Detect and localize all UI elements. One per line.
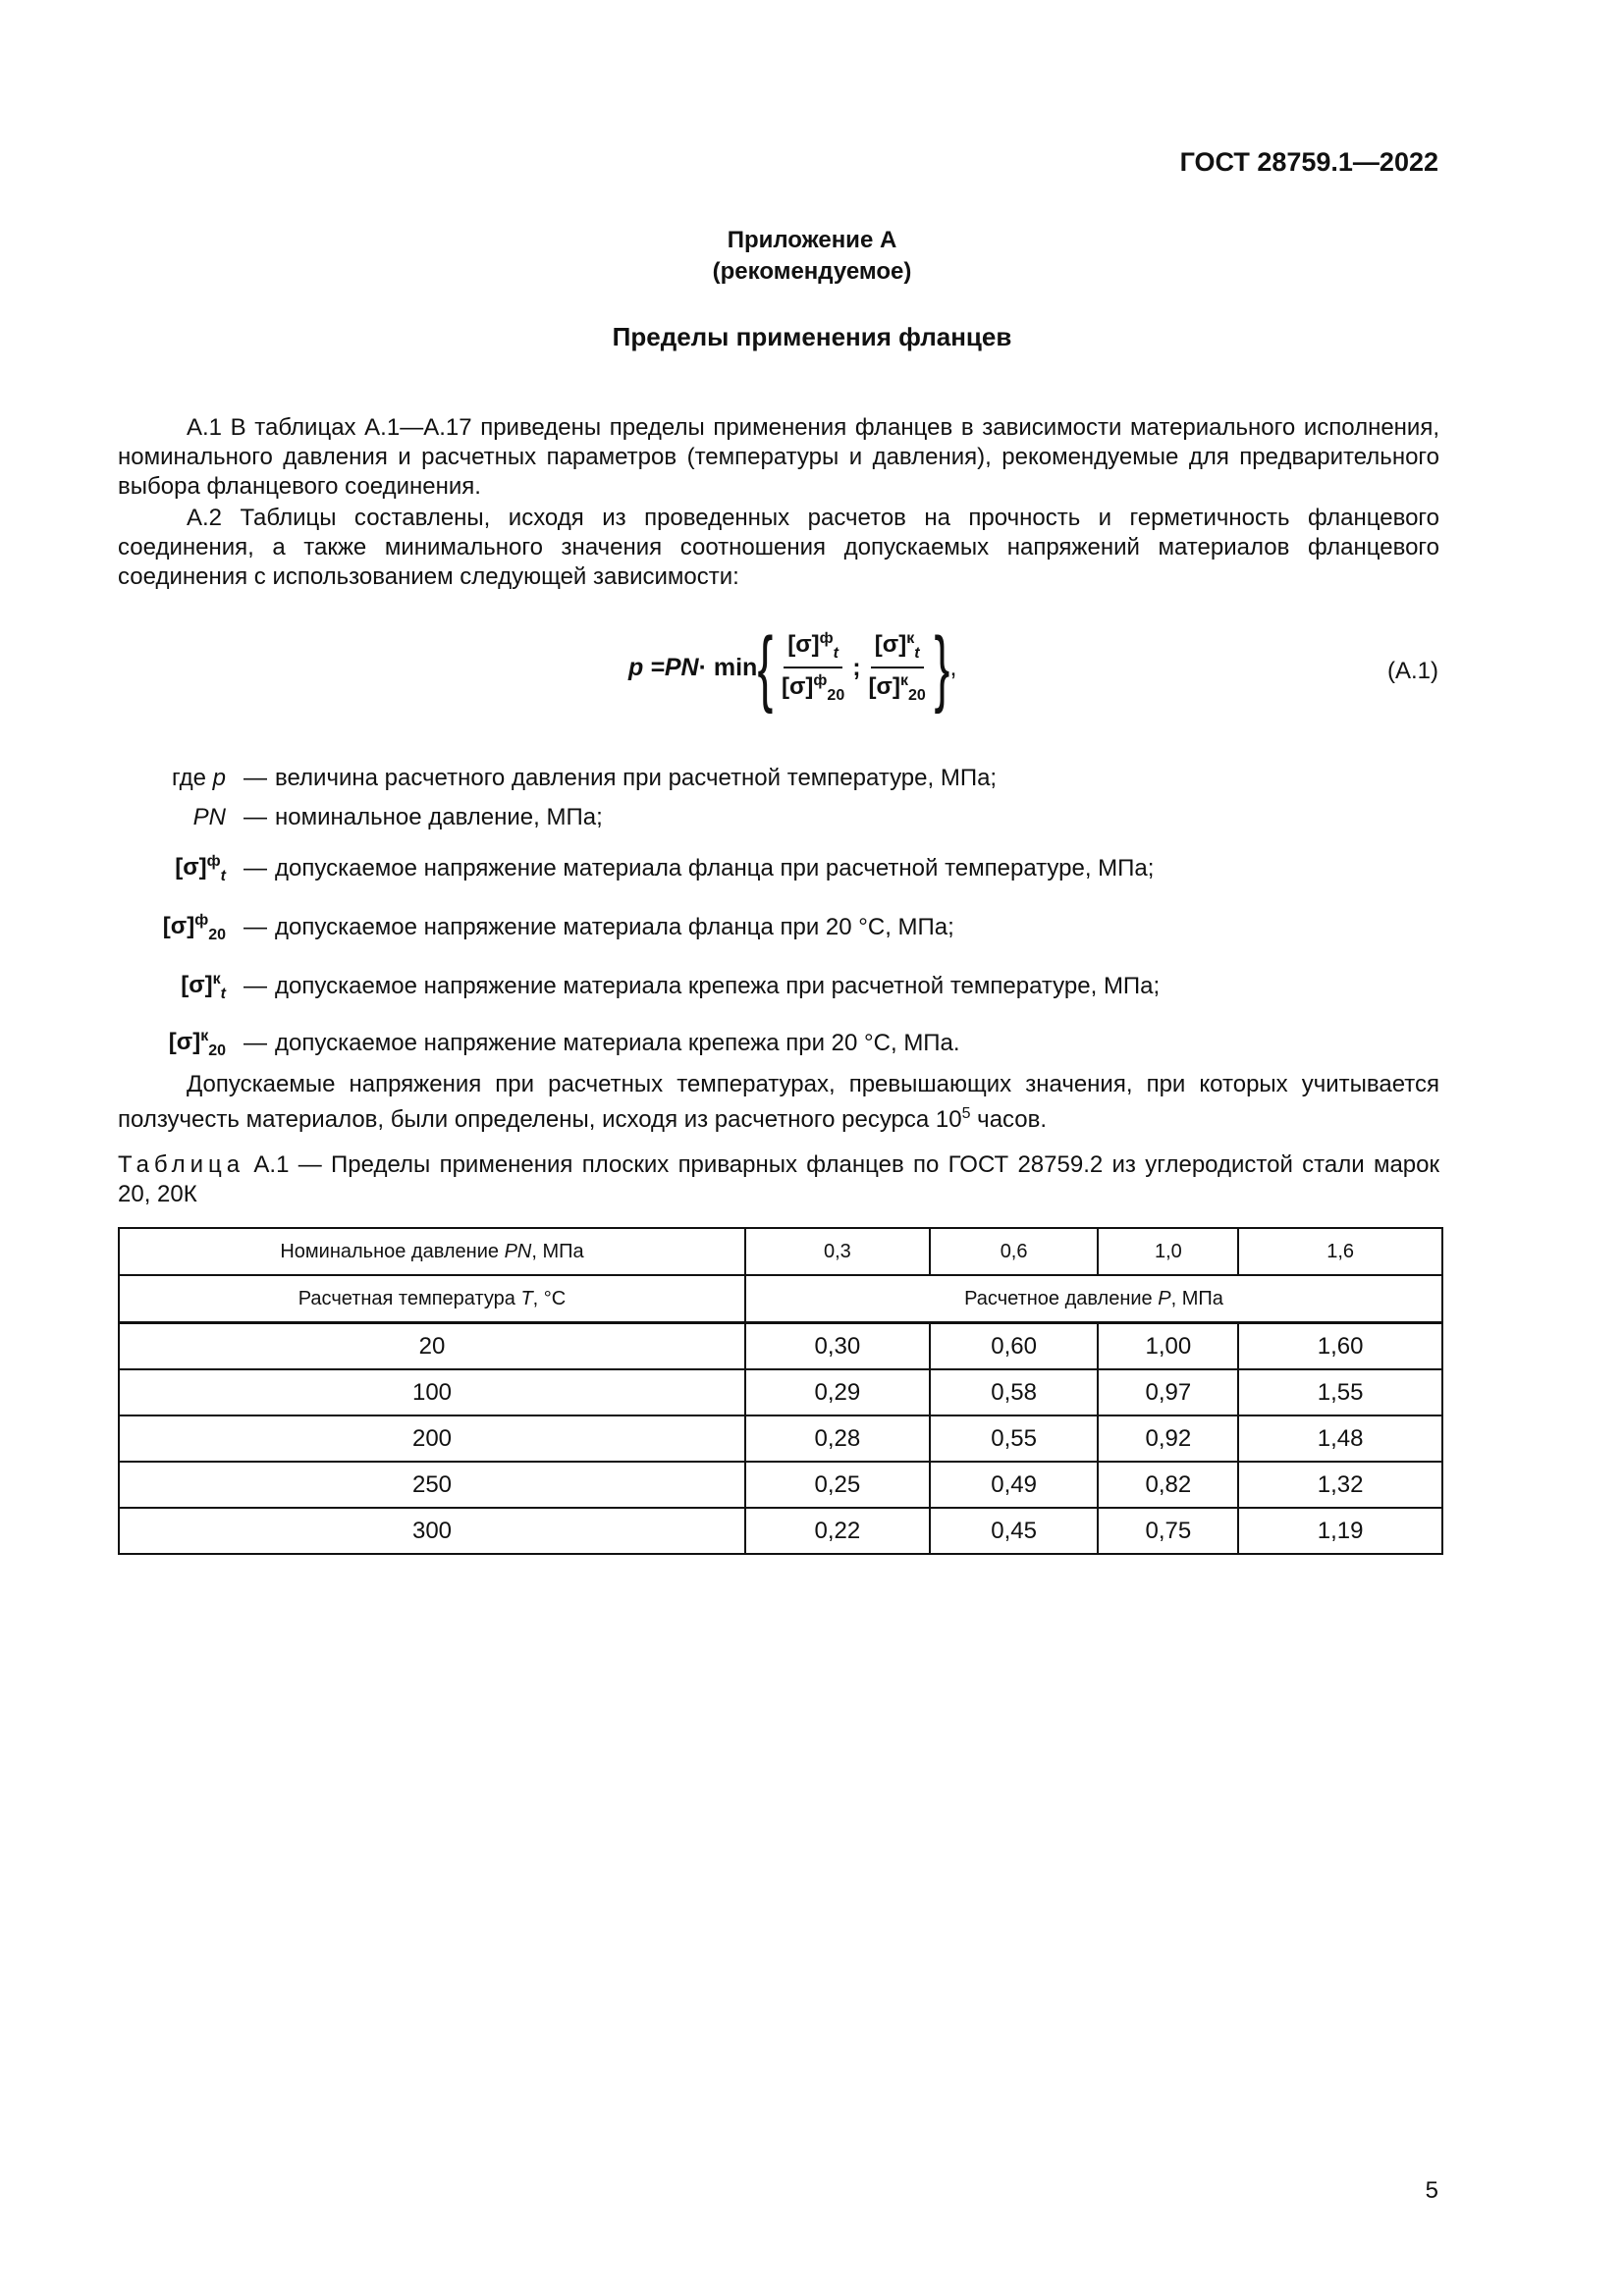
pn-value-cell: 1,6	[1238, 1228, 1442, 1275]
where-symbol: $[\sigma]^к_t$	[181, 970, 226, 1002]
pressure-cell: 0,58	[930, 1369, 1099, 1415]
pressure-cell: 0,28	[745, 1415, 930, 1462]
pressure-cell: 1,19	[1238, 1508, 1442, 1554]
annex-title: Приложение А	[727, 227, 897, 253]
where-dash: —	[244, 855, 267, 881]
table-caption-text: А.1 — Пределы применения плоских приварных фланцев по ГОСТ 28759.2 из углеродистой стали марок 20, 20К	[118, 1151, 1439, 1207]
where-description: допускаемое напряжение материала крепежа при расчетной температуре, МПа;	[275, 973, 1161, 999]
pn-value-cell: 1,0	[1098, 1228, 1238, 1275]
table-header-row	[119, 1228, 1442, 1275]
pressure-cell: 1,48	[1238, 1415, 1442, 1462]
table-row	[119, 1508, 1442, 1554]
temperature-cell: 300	[119, 1508, 745, 1554]
pressure-header-cell: Расчетное давление P, МПа	[745, 1275, 1442, 1323]
where-dash: —	[244, 1030, 267, 1056]
pressure-cell: 1,55	[1238, 1369, 1442, 1415]
document-number: ГОСТ 28759.1—2022	[1179, 147, 1438, 177]
pn-header-cell: Номинальное давление PN, МПа	[119, 1228, 745, 1275]
fraction-fastener-denominator: $[\sigma]^к_{20}$	[868, 672, 926, 704]
temperature-cell: 250	[119, 1462, 745, 1508]
where-dash: —	[244, 914, 267, 940]
fraction-flange-numerator: $[\sigma]^ф_t$	[784, 630, 842, 668]
pressure-cell: 0,29	[745, 1369, 930, 1415]
pressure-cell: 0,97	[1098, 1369, 1238, 1415]
section-title: Пределы применения фланцев	[612, 322, 1012, 351]
formula-min: · min	[698, 653, 758, 681]
where-symbol: где p	[171, 765, 226, 791]
pressure-cell: 0,75	[1098, 1508, 1238, 1554]
pressure-cell: 0,30	[745, 1323, 930, 1370]
temperature-header-cell: Расчетная температура T, °С	[119, 1275, 745, 1323]
table-row	[119, 1369, 1442, 1415]
pressure-cell: 0,92	[1098, 1415, 1238, 1462]
page-number: 5	[1425, 2177, 1438, 2204]
paragraph-a2: А.2 Таблицы составлены, исходя из проведенных расчетов на прочность и герметичность фланцевого соединения, а также минимального значения соотношения допускаемых напряжений материалов фланцевого соединения с использованием следующей зависимости:	[118, 505, 1439, 590]
table-row	[119, 1415, 1442, 1462]
where-description: номинальное давление, МПа;	[275, 804, 603, 830]
temperature-cell: 20	[119, 1323, 745, 1370]
where-description: допускаемое напряжение материала крепежа при 20 °С, МПа.	[275, 1030, 960, 1056]
pressure-cell: 0,82	[1098, 1462, 1238, 1508]
where-description: допускаемое напряжение материала фланца при расчетной температуре, МПа;	[275, 855, 1155, 881]
paragraph-a1: А.1 В таблицах А.1—А.17 приведены пределы применения фланцев в зависимости материального исполнения, номинального давления и расчетных параметров (температуры и давления), рекомендуемые для предварительного выбора фланцевого соединения.	[118, 414, 1439, 500]
formula-lhs: p =	[628, 653, 665, 681]
where-symbol: PN	[192, 804, 226, 830]
where-row-pn	[118, 798, 603, 837]
pressure-cell: 1,32	[1238, 1462, 1442, 1508]
fraction-fastener	[865, 630, 930, 705]
formula-close-brace: }	[934, 620, 950, 715]
pressure-cell: 0,55	[930, 1415, 1099, 1462]
formula-pn: PN	[664, 653, 699, 681]
where-row-sigma-20-fastener	[118, 1024, 960, 1063]
temperature-cell: 100	[119, 1369, 745, 1415]
where-row-sigma-t-flange	[118, 849, 1154, 888]
pn-value-cell: 0,6	[930, 1228, 1099, 1275]
pressure-cell: 0,22	[745, 1508, 930, 1554]
where-row-p	[118, 759, 997, 798]
annex-subtitle: (рекомендуемое)	[712, 258, 912, 285]
table-caption-label: Таблица	[118, 1151, 245, 1178]
flange-limits-table	[118, 1227, 1443, 1555]
fraction-flange-denominator: $[\sigma]^ф_{20}$	[782, 672, 845, 704]
table-caption	[118, 1150, 1439, 1209]
pressure-cell: 1,00	[1098, 1323, 1238, 1370]
where-description: допускаемое напряжение материала фланца при 20 °С, МПа;	[275, 914, 954, 940]
pressure-cell: 0,45	[930, 1508, 1099, 1554]
formula-a1	[628, 614, 956, 721]
table-subheader-row	[119, 1275, 1442, 1323]
paragraph-creep: Допускаемые напряжения при расчетных температурах, превышающих значения, при которых учитывается ползучесть материалов, были определены, исходя из расчетного ресурса $10^5$ часов.	[118, 1071, 1439, 1133]
where-dash: —	[244, 804, 267, 830]
where-symbol: $[\sigma]^к_{20}$	[168, 1027, 226, 1059]
pn-value-cell: 0,3	[745, 1228, 930, 1275]
where-dash: —	[244, 973, 267, 999]
where-description: величина расчетного давления при расчетной температуре, МПа;	[275, 765, 998, 791]
table-row	[119, 1323, 1442, 1370]
pressure-cell: 0,60	[930, 1323, 1099, 1370]
formula-number: (А.1)	[1386, 658, 1438, 684]
where-row-sigma-t-fastener	[118, 967, 1160, 1006]
temperature-cell: 200	[119, 1415, 745, 1462]
pressure-cell: 0,25	[745, 1462, 930, 1508]
where-dash: —	[244, 765, 267, 791]
fraction-fastener-numerator: $[\sigma]^к_t$	[871, 630, 924, 668]
where-row-sigma-20-flange	[118, 908, 954, 947]
where-symbol: $[\sigma]^ф_{20}$	[162, 911, 226, 943]
formula-open-brace: {	[757, 620, 774, 715]
where-symbol: $[\sigma]^ф_t$	[175, 852, 226, 884]
table-row	[119, 1462, 1442, 1508]
fraction-flange	[778, 630, 848, 705]
formula-separator: ;	[852, 653, 861, 681]
pressure-cell: 1,60	[1238, 1323, 1442, 1370]
pressure-cell: 0,49	[930, 1462, 1099, 1508]
formula-trailing-comma: ,	[949, 653, 957, 681]
